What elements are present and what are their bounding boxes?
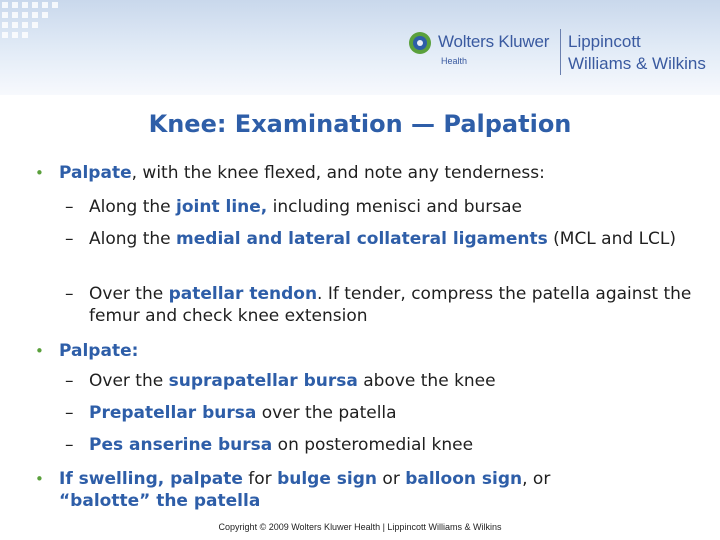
text: above the knee [357, 371, 496, 391]
text: . If tender, compress the patella against the femur and check knee extension [89, 284, 692, 326]
text: (MCL and LCL) [547, 229, 677, 249]
bullet-item [35, 162, 545, 184]
emphasis: bulge sign [277, 469, 378, 489]
emphasis: medial and lateral collateral ligaments [176, 229, 548, 249]
emphasis: If swelling, palpate [59, 469, 243, 489]
bullet-item [35, 468, 699, 512]
bullet-icon: • [35, 470, 44, 488]
text: or [377, 469, 406, 489]
logo-wolters-kluwer: Wolters Kluwer [438, 32, 550, 51]
emphasis: Pes anserine bursa [89, 435, 273, 455]
logo-lippincott: Lippincott [568, 32, 641, 51]
dash-icon: – [65, 435, 74, 455]
sub-bullet-item [65, 434, 709, 456]
text: Along the [89, 229, 177, 249]
sub-bullet-item [65, 228, 709, 250]
emphasis: Prepatellar bursa [89, 403, 257, 423]
text: Over the [89, 284, 169, 304]
emphasis: balloon sign [405, 469, 523, 489]
text: Along the [89, 197, 177, 217]
text: , with the knee flexed, and note any tenderness: [131, 163, 545, 183]
bullet-item [35, 340, 138, 362]
bullet-icon: • [35, 342, 44, 360]
sub-bullet-item [65, 283, 709, 327]
emphasis: Palpate: [59, 341, 139, 361]
slide-title: Knee: Examination — Palpation [148, 110, 572, 138]
logo-divider [560, 29, 561, 75]
logo-health: Health [441, 56, 468, 66]
dash-icon: – [65, 197, 74, 217]
dash-icon: – [65, 403, 74, 423]
wolters-kluwer-logo-icon [408, 31, 432, 55]
header-band [0, 0, 720, 95]
emphasis: Palpate [59, 163, 132, 183]
text: over the patella [256, 403, 397, 423]
dash-icon: – [65, 229, 74, 249]
text: for [242, 469, 278, 489]
copyright-footer: Copyright © 2009 Wolters Kluwer Health | Lippincott Williams & Wilkins [218, 522, 502, 532]
decorative-grid [0, 0, 72, 48]
dash-icon: – [65, 371, 74, 391]
dash-icon: – [65, 284, 74, 304]
text: on posteromedial knee [272, 435, 474, 455]
text: including menisci and bursae [267, 197, 523, 217]
emphasis: suprapatellar bursa [168, 371, 358, 391]
sub-bullet-item [65, 402, 709, 424]
sub-bullet-item [65, 370, 709, 392]
emphasis: “balotte” the patella [59, 491, 261, 511]
emphasis: joint line, [176, 197, 268, 217]
logo-williams-wilkins: Williams & Wilkins [568, 54, 706, 73]
sub-bullet-item [65, 196, 709, 218]
text: , or [522, 469, 551, 489]
text: Over the [89, 371, 169, 391]
emphasis: patellar tendon [168, 284, 318, 304]
bullet-icon: • [35, 164, 44, 182]
